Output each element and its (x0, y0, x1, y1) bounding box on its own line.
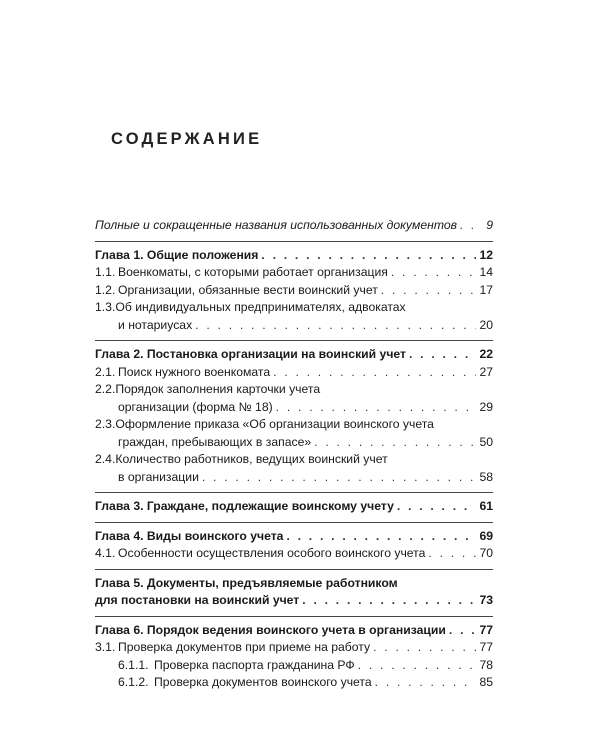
toc-entry-line (95, 416, 493, 434)
section-divider (95, 241, 493, 242)
toc-page-number: 77 (479, 640, 493, 654)
toc-subsection (95, 674, 493, 692)
toc-entry-number: 6.1.1. (118, 657, 149, 672)
toc-entry-number: 4.1. (95, 546, 116, 560)
toc-entry-row[interactable] (95, 399, 493, 417)
toc-page-number: 9 (486, 218, 493, 232)
leader-dots (202, 469, 477, 487)
toc-subsection (95, 545, 493, 563)
toc-page-number: 12 (479, 247, 493, 262)
toc-entry-number: 2.3. (95, 417, 116, 431)
toc-chapter (95, 247, 493, 265)
leader-dots (409, 346, 476, 364)
toc-entry-row[interactable] (95, 247, 493, 265)
toc-subsection (95, 381, 493, 416)
toc-entry-text: Об индивидуальных предпринимателях, адвокатах (115, 300, 406, 314)
toc-entry-text: Полные и сокращенные названия использованных документов (95, 218, 457, 232)
toc-entry-row[interactable] (95, 639, 493, 657)
toc-chapter (95, 346, 493, 364)
toc-entry-label (95, 346, 406, 364)
toc-entry-label (118, 657, 355, 675)
toc-entry-text: организации (форма № 18) (118, 399, 273, 414)
toc-page-number: 22 (479, 347, 493, 361)
section-divider (95, 340, 493, 341)
toc-subsection (95, 264, 493, 282)
toc-entry-label (95, 264, 388, 282)
toc-entry-row[interactable] (118, 657, 493, 675)
toc-entry-row[interactable] (95, 528, 493, 546)
toc-entry-text: Глава 3. Граждане, подлежащие воинскому учету (95, 499, 394, 513)
toc-page-number: 73 (479, 593, 493, 607)
toc-entry-label (95, 592, 299, 610)
toc-entry-row[interactable] (95, 317, 493, 335)
toc-entry-text: Глава 1. Общие положения (95, 247, 259, 262)
leader-dots (373, 639, 476, 657)
toc-subsection (95, 639, 493, 657)
toc-entry-line (95, 575, 493, 593)
leader-dots (302, 592, 476, 610)
toc-entry-row[interactable] (95, 264, 493, 282)
toc-subsection (95, 451, 493, 486)
toc-entry-label (95, 622, 446, 640)
toc-entry-number: 2.1. (95, 364, 116, 379)
toc-entry-line (95, 451, 493, 469)
leader-dots (286, 528, 476, 546)
leader-dots (375, 674, 477, 692)
toc-entry-text: граждан, пребывающих в запасе» (118, 434, 312, 449)
toc-chapter (95, 622, 493, 640)
table-of-contents (95, 217, 493, 692)
section-divider (95, 616, 493, 617)
toc-page-number: 14 (479, 265, 493, 279)
toc-entry-number: 1.3. (95, 300, 116, 314)
toc-page-number: 78 (479, 657, 493, 672)
leader-dots (261, 247, 476, 265)
toc-entry-number: 2.2. (95, 382, 116, 396)
toc-chapter (95, 498, 493, 516)
toc-entry-label (95, 217, 457, 235)
toc-entry-label (95, 399, 273, 417)
toc-entry-line (95, 299, 493, 317)
toc-entry-label (95, 282, 378, 300)
toc-entry-label (95, 317, 192, 335)
toc-entry-text: Глава 2. Постановка организации на воинский учет (95, 347, 406, 361)
toc-entry-label (95, 247, 258, 265)
toc-entry-label (95, 434, 311, 452)
toc-entry-label (95, 545, 425, 563)
toc-page-number: 77 (479, 622, 493, 637)
toc-entry-row[interactable] (95, 545, 493, 563)
toc-entry-text: и нотариусах (118, 317, 193, 332)
toc-page-number: 61 (479, 499, 493, 513)
toc-entry-text: Поиск нужного военкомата (118, 364, 271, 379)
toc-entry-number: 3.1. (95, 640, 116, 654)
toc-entry-row[interactable] (95, 282, 493, 300)
toc-entry-number: 2.4. (95, 452, 116, 466)
toc-subsection (95, 416, 493, 451)
leader-dots (391, 264, 477, 282)
toc-entry-line (95, 381, 493, 399)
toc-entry-text: Проверка документов воинского учета (154, 675, 372, 689)
leader-dots (381, 282, 477, 300)
toc-page-number: 69 (479, 528, 493, 543)
toc-entry-label (95, 364, 270, 382)
toc-page-number: 20 (479, 317, 493, 332)
toc-entry-row[interactable] (95, 434, 493, 452)
toc-entry-text: Глава 6. Порядок ведения воинского учета в организации (95, 622, 446, 637)
toc-entry-text: Глава 4. Виды воинского учета (95, 528, 284, 543)
toc-page-number: 29 (479, 399, 493, 414)
leader-dots (314, 434, 476, 452)
leader-dots (449, 622, 477, 640)
toc-page-number: 70 (479, 546, 493, 560)
toc-entry-label (95, 498, 394, 516)
section-divider (95, 492, 493, 493)
leader-dots (276, 399, 477, 417)
leader-dots (428, 545, 476, 563)
toc-entry-text: Организации, обязанные вести воинский учет (118, 282, 378, 297)
toc-entry-text: Проверка паспорта гражданина РФ (154, 657, 355, 672)
toc-entry-number: 1.2. (95, 282, 116, 297)
toc-entry-text: Оформление приказа «Об организации воинского учета (115, 417, 434, 431)
page-title: СОДЕРЖАНИЕ (111, 130, 263, 148)
toc-entry-row[interactable] (95, 622, 493, 640)
toc-entry-text: Особенности осуществления особого воинского учета (118, 546, 426, 560)
leader-dots (358, 657, 477, 675)
toc-subsection (95, 657, 493, 675)
toc-entry-row[interactable] (95, 592, 493, 610)
toc-page-number: 50 (479, 434, 493, 449)
toc-chapter (95, 528, 493, 546)
toc-entry-text: Количество работников, ведущих воинский учет (115, 452, 388, 466)
toc-entry-text: Проверка документов при приеме на работу (118, 640, 371, 654)
toc-entry-row[interactable] (95, 498, 493, 516)
toc-entry-label (95, 528, 283, 546)
toc-page-number: 27 (479, 364, 493, 379)
leader-dots (273, 364, 476, 382)
toc-entry-row[interactable] (95, 364, 493, 382)
toc-entry-label (95, 639, 370, 657)
toc-entry-label (95, 469, 199, 487)
toc-intro-entry (95, 217, 493, 235)
toc-entry-row[interactable] (95, 469, 493, 487)
section-divider (95, 522, 493, 523)
section-divider (95, 569, 493, 570)
toc-page-number: 58 (479, 469, 493, 484)
toc-entry-number: 6.1.2. (118, 675, 149, 689)
toc-chapter (95, 575, 493, 610)
toc-entry-text: для постановки на воинский учет (95, 593, 300, 607)
toc-page-number: 17 (479, 282, 493, 297)
toc-entry-text: в организации (118, 469, 199, 484)
toc-entry-row[interactable] (95, 346, 493, 364)
leader-dots (195, 317, 476, 335)
leader-dots (460, 217, 483, 235)
toc-entry-row[interactable] (118, 674, 493, 692)
leader-dots (397, 498, 477, 516)
toc-subsection (95, 299, 493, 334)
toc-entry-text: Военкоматы, с которыми работает организация (118, 265, 388, 279)
toc-entry-label (118, 674, 372, 692)
toc-page-number: 85 (479, 675, 493, 689)
toc-entry-text: Глава 5. Документы, предъявляемые работником (95, 575, 398, 590)
toc-entry-number: 1.1. (95, 265, 116, 279)
toc-entry-row[interactable] (95, 217, 493, 235)
toc-subsection (95, 364, 493, 382)
toc-subsection (95, 282, 493, 300)
toc-entry-text: Порядок заполнения карточки учета (115, 382, 321, 396)
